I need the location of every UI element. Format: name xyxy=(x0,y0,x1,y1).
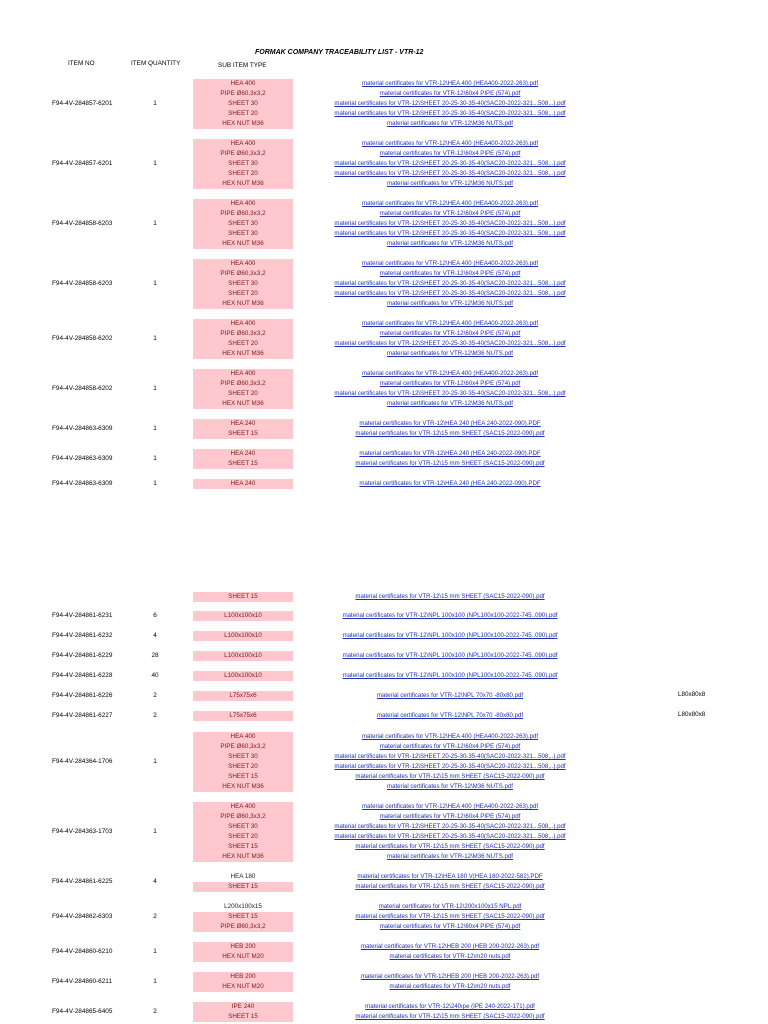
sub-item-type: HEA 400 xyxy=(193,259,293,269)
certificate-link[interactable]: material certificates for VTR-12\SHEET 20-25-30-35-40(SAC20-2022-321...508,..).pdf xyxy=(334,110,566,117)
sub-item-type: HEX NUT M20 xyxy=(193,952,293,962)
certificate-link[interactable]: material certificates for VTR-12\SHEET 20-25-30-35-40(SAC20-2022-321...508,..).pdf xyxy=(334,100,566,107)
item-quantity: 4 xyxy=(153,878,157,885)
certificate-link[interactable]: material certificates for VTR-12\NPL 70x70 -80x80.pdf xyxy=(376,692,524,699)
certificate-link[interactable]: material certificates for VTR-12\15 mm SHEET (SAC15-2022-090).pdf xyxy=(355,1013,545,1020)
sub-item-type: HEA 400 xyxy=(193,319,293,329)
item-quantity: 1 xyxy=(153,220,157,227)
certificate-link[interactable]: material certificates for VTR-12\NPL 100x100 (NPL100x100-2022-745..090).pdf xyxy=(342,652,558,659)
certificate-link[interactable]: material certificates for VTR-12\60x4 PIPE (574).pdf xyxy=(379,90,521,97)
sub-item-type: HEX NUT M36 xyxy=(193,349,293,359)
item-quantity: 1 xyxy=(153,280,157,287)
item-number: F94-4V-284861-6229 xyxy=(52,652,113,659)
certificate-link[interactable]: material certificates for VTR-12\SHEET 20-25-30-35-40(SAC20-2022-321...508,..).pdf xyxy=(334,390,566,397)
item-number: F94-4V-284861-6227 xyxy=(52,712,113,719)
sub-item-type: SHEET 20 xyxy=(193,169,293,179)
sub-item-type: SHEET 15 xyxy=(193,882,293,892)
certificate-link[interactable]: material certificates for VTR-12\15 mm SHEET (SAC15-2022-090).pdf xyxy=(355,593,545,600)
sub-item-type: SHEET 30 xyxy=(193,99,293,109)
certificate-link[interactable]: material certificates for VTR-12\60x4 PIPE (574).pdf xyxy=(379,813,521,820)
sub-item-type: HEX NUT M36 xyxy=(193,179,293,189)
certificate-link[interactable]: material certificates for VTR-12\15 mm SHEET (SAC15-2022-090).pdf xyxy=(355,883,545,890)
sub-item-type: SHEET 15 xyxy=(193,772,293,782)
sub-item-type: SHEET 15 xyxy=(193,1012,293,1022)
certificate-link[interactable]: material certificates for VTR-12\15 mm SHEET (SAC15-2022-090).pdf xyxy=(355,913,545,920)
item-number: F94-4V-284858-6202 xyxy=(52,335,113,342)
item-number: F94-4V-284861-6228 xyxy=(52,672,113,679)
sub-item-type: HEX NUT M36 xyxy=(193,239,293,249)
item-number: F94-4V-284861-6232 xyxy=(52,632,113,639)
item-quantity: 1 xyxy=(153,425,157,432)
certificate-link[interactable]: material certificates for VTR-12\HEA 400 (HEA400-2022-263).pdf xyxy=(361,140,539,147)
item-number: F94-4V-284863-6309 xyxy=(52,455,113,462)
sub-item-type: SHEET 30 xyxy=(193,752,293,762)
item-number: F94-4V-284863-6309 xyxy=(52,480,113,487)
certificate-link[interactable]: material certificates for VTR-12\HEA 400 (HEA400-2022-263).pdf xyxy=(361,200,539,207)
certificate-link[interactable]: material certificates for VTR-12\SHEET 20-25-30-35-40(SAC20-2022-321...508,..).pdf xyxy=(334,753,566,760)
certificate-link[interactable]: material certificates for VTR-12\SHEET 20-25-30-35-40(SAC20-2022-321...508,..).pdf xyxy=(334,290,566,297)
certificate-link[interactable]: material certificates for VTR-12\HEA 180 V(HEA 180-2022-582).PDF xyxy=(357,873,543,880)
item-number: F94-4V-284861-6225 xyxy=(52,878,113,885)
sub-item-type: L75x75x6 xyxy=(193,691,293,701)
sub-item-type: HEA 400 xyxy=(193,802,293,812)
item-quantity: 1 xyxy=(153,100,157,107)
sub-item-type: L100x100x10 xyxy=(193,611,293,621)
sub-item-type: HEA 400 xyxy=(193,199,293,209)
item-quantity: 2 xyxy=(153,712,157,719)
sub-item-type: HEB 200 xyxy=(193,972,293,982)
certificate-link[interactable]: material certificates for VTR-12\M36 NUTS.pdf xyxy=(387,240,513,247)
item-quantity: 4 xyxy=(153,632,157,639)
sub-item-type: HEA 180 xyxy=(230,873,256,880)
sub-item-type: HEX NUT M36 xyxy=(193,399,293,409)
certificate-link[interactable]: material certificates for VTR-12\SHEET 20-25-30-35-40(SAC20-2022-321...508,..).pdf xyxy=(334,340,566,347)
certificate-link[interactable]: material certificates for VTR-12\HEA 240 (HEA 240-2022-090).PDF xyxy=(359,420,541,427)
sub-item-type: L75x75x6 xyxy=(193,711,293,721)
sub-item-type: SHEET 30 xyxy=(193,219,293,229)
sub-item-type: L100x100x10 xyxy=(193,631,293,641)
sub-item-type: HEX NUT M36 xyxy=(193,119,293,129)
certificate-link[interactable]: material certificates for VTR-12\60x4 PIPE (574).pdf xyxy=(379,210,521,217)
sub-item-type: SHEET 30 xyxy=(193,822,293,832)
item-quantity: 1 xyxy=(153,758,157,765)
certificate-link[interactable]: material certificates for VTR-12\60x4 PIPE (574).pdf xyxy=(379,150,521,157)
sub-item-type: L100x100x10 xyxy=(193,671,293,681)
item-number: F94-4V-284858-6203 xyxy=(52,280,113,287)
item-number: F94-4V-284860-6211 xyxy=(52,978,112,985)
sub-item-type: SHEET 30 xyxy=(193,279,293,289)
item-quantity: 1 xyxy=(153,455,157,462)
certificate-link[interactable]: material certificates for VTR-12\HEA 400 (HEA400-2022-263).pdf xyxy=(361,733,539,740)
sub-item-type: PIPE Ø60,3x3,2 xyxy=(193,379,293,389)
sub-item-type: HEA 400 xyxy=(193,79,293,89)
sub-item-type: HEA 240 xyxy=(193,419,293,429)
sub-item-type: SHEET 20 xyxy=(193,289,293,299)
certificate-link[interactable]: material certificates for VTR-12\SHEET 20-25-30-35-40(SAC20-2022-321...508,..).pdf xyxy=(334,170,566,177)
certificate-link[interactable]: material certificates for VTR-12\SHEET 20-25-30-35-40(SAC20-2022-321...508,..).pdf xyxy=(334,823,566,830)
sub-item-type: HEA 240 xyxy=(193,449,293,459)
item-quantity: 1 xyxy=(153,828,157,835)
item-quantity: 1 xyxy=(153,335,157,342)
certificate-link[interactable]: material certificates for VTR-12\HEA 400 (HEA400-2022-263).pdf xyxy=(361,320,539,327)
certificate-link[interactable]: material certificates for VTR-12\m20 nuts.pdf xyxy=(389,983,511,990)
item-number: F94-4V-284858-6202 xyxy=(52,385,113,392)
sub-item-type: HEB 200 xyxy=(193,942,293,952)
certificate-link[interactable]: material certificates for VTR-12\SHEET 20-25-30-35-40(SAC20-2022-321...508,..).pdf xyxy=(334,230,566,237)
certificate-link[interactable]: material certificates for VTR-12\NPL 100x100 (NPL100x100-2022-745..090).pdf xyxy=(342,612,558,619)
certificate-link[interactable]: material certificates for VTR-12\HEB 200 (HEB 200-2022-263).pdf xyxy=(360,973,540,980)
item-number: F94-4V-284861-6226 xyxy=(52,692,113,699)
certificate-link[interactable]: material certificates for VTR-12\60x4 PIPE (574).pdf xyxy=(379,380,521,387)
certificate-link[interactable]: material certificates for VTR-12\SHEET 20-25-30-35-40(SAC20-2022-321...508,..).pdf xyxy=(334,763,566,770)
certificate-link[interactable]: material certificates for VTR-12\SHEET 20-25-30-35-40(SAC20-2022-321...508,..).pdf xyxy=(334,160,566,167)
sub-item-type: SHEET 30 xyxy=(193,229,293,239)
note-text: L80x80x8 xyxy=(678,691,706,698)
item-quantity: 40 xyxy=(151,672,159,679)
sub-item-type: HEX NUT M20 xyxy=(193,982,293,992)
certificate-link[interactable]: material certificates for VTR-12\M36 NUTS.pdf xyxy=(387,180,513,187)
sub-item-type: HEX NUT M36 xyxy=(193,852,293,862)
certificate-link[interactable]: material certificates for VTR-12\60x4 PIPE (574).pdf xyxy=(379,923,521,930)
certificate-link[interactable]: material certificates for VTR-12\M36 NUTS.pdf xyxy=(387,400,513,407)
certificate-link[interactable]: material certificates for VTR-12\240ıpe (IPE 240-2022-171).pdf xyxy=(365,1003,535,1010)
certificate-link[interactable]: material certificates for VTR-12\M36 NUTS.pdf xyxy=(387,350,513,357)
certificate-link[interactable]: material certificates for VTR-12\60x4 PIPE (574).pdf xyxy=(379,270,521,277)
item-quantity: 2 xyxy=(153,913,157,920)
sub-item-type: SHEET 30 xyxy=(193,159,293,169)
certificate-link[interactable]: material certificates for VTR-12\SHEET 20-25-30-35-40(SAC20-2022-321...508,..).pdf xyxy=(334,220,566,227)
certificate-link[interactable]: material certificates for VTR-12\15 mm SHEET (SAC15-2022-090).pdf xyxy=(355,843,545,850)
certificate-link[interactable]: material certificates for VTR-12\SHEET 20-25-30-35-40(SAC20-2022-321...508,..).pdf xyxy=(334,833,566,840)
sub-item-type: SHEET 15 xyxy=(193,429,293,439)
certificate-link[interactable]: material certificates for VTR-12\HEA 240 (HEA 240-2022-090).PDF xyxy=(359,480,541,487)
item-number: F94-4V-284860-6210 xyxy=(52,948,113,955)
certificate-link[interactable]: material certificates for VTR-12\NPL 100x100 (NPL100x100-2022-745..090).pdf xyxy=(342,632,558,639)
sub-item-type: L100x100x10 xyxy=(193,651,293,661)
item-quantity: 1 xyxy=(153,385,157,392)
sub-item-type: HEX NUT M36 xyxy=(193,299,293,309)
certificate-link[interactable]: material certificates for VTR-12\HEA 400 (HEA400-2022-263).pdf xyxy=(361,80,539,87)
header-sub-item-type: SUB ITEM TYPE xyxy=(218,62,267,69)
item-number: F94-4V-284862-6303 xyxy=(52,913,113,920)
certificate-link[interactable]: material certificates for VTR-12\M36 NUTS.pdf xyxy=(387,853,513,860)
certificate-link[interactable]: material certificates for VTR-12\M36 NUTS.pdf xyxy=(387,300,513,307)
sub-item-type: HEA 400 xyxy=(193,369,293,379)
sub-item-type: SHEET 20 xyxy=(193,832,293,842)
item-number: F94-4V-284363-1703 xyxy=(52,828,113,835)
certificate-link[interactable]: material certificates for VTR-12\M36 NUTS.pdf xyxy=(387,120,513,127)
sub-item-type: HEA 400 xyxy=(193,139,293,149)
certificate-link[interactable]: material certificates for VTR-12\60x4 PIPE (574).pdf xyxy=(379,330,521,337)
certificate-link[interactable]: material certificates for VTR-12\NPL 70x70 -80x80.pdf xyxy=(376,712,524,719)
sub-item-type: PIPE Ø60,3x3,2 xyxy=(193,922,293,932)
sub-item-type: PIPE Ø60,3x3,2 xyxy=(193,742,293,752)
sub-item-type: IPE 240 xyxy=(193,1002,293,1012)
certificate-link[interactable]: material certificates for VTR-12\HEA 240 (HEA 240-2022-090).PDF xyxy=(359,450,541,457)
certificate-link[interactable]: material certificates for VTR-12\60x4 PIPE (574).pdf xyxy=(379,743,521,750)
header-item-quantity: ITEM QUANTITY xyxy=(131,60,181,67)
sub-item-type: SHEET 15 xyxy=(193,842,293,852)
certificate-link[interactable]: material certificates for VTR-12\HEA 400 (HEA400-2022-263).pdf xyxy=(361,803,539,810)
sub-item-type: PIPE Ø60,3x3,2 xyxy=(193,812,293,822)
certificate-link[interactable]: material certificates for VTR-12\HEB 200 (HEB 200-2022-263).pdf xyxy=(360,943,540,950)
item-quantity: 6 xyxy=(153,612,157,619)
sub-item-type: SHEET 15 xyxy=(193,459,293,469)
item-number: F94-4V-284364-1706 xyxy=(52,758,113,765)
certificate-link[interactable]: material certificates for VTR-12\NPL 100x100 (NPL100x100-2022-745..090).pdf xyxy=(342,672,558,679)
certificate-link[interactable]: material certificates for VTR-12\15 mm SHEET (SAC15-2022-090).pdf xyxy=(355,773,545,780)
sub-item-type: PIPE Ø60,3x3,2 xyxy=(193,89,293,99)
certificate-link[interactable]: material certificates for VTR-12\HEA 400 (HEA400-2022-263).pdf xyxy=(361,260,539,267)
certificate-link[interactable]: material certificates for VTR-12\15 mm SHEET (SAC15-2022-090).pdf xyxy=(355,430,545,437)
item-quantity: 1 xyxy=(153,160,157,167)
certificate-link[interactable]: material certificates for VTR-12\SHEET 20-25-30-35-40(SAC20-2022-321...508,..).pdf xyxy=(334,280,566,287)
sub-item-type: PIPE Ø60,3x3,2 xyxy=(193,149,293,159)
sub-item-type: SHEET 20 xyxy=(193,339,293,349)
item-number: F94-4V-284858-6203 xyxy=(52,220,113,227)
note-text: L80x80x8 xyxy=(678,711,706,718)
sub-item-type: PIPE Ø60,3x3,2 xyxy=(193,269,293,279)
item-number: F94-4V-284857-6201 xyxy=(52,100,113,107)
item-quantity: 1 xyxy=(153,978,157,985)
item-quantity: 2 xyxy=(153,692,157,699)
sub-item-type: SHEET 15 xyxy=(193,912,293,922)
item-quantity: 2 xyxy=(153,1008,157,1015)
sub-item-type: L200x100x15 xyxy=(224,903,262,910)
header-item-no: ITEM NO xyxy=(68,60,95,67)
sub-item-type: PIPE Ø60,3x3,2 xyxy=(193,329,293,339)
item-number: F94-4V-284863-6309 xyxy=(52,425,113,432)
certificate-link[interactable]: material certificates for VTR-12\HEA 400 (HEA400-2022-263).pdf xyxy=(361,370,539,377)
sub-item-type: SHEET 15 xyxy=(193,592,293,602)
sub-item-type: HEX NUT M36 xyxy=(193,782,293,792)
sub-item-type: SHEET 20 xyxy=(193,762,293,772)
item-quantity: 1 xyxy=(153,948,157,955)
item-number: F94-4V-284861-6231 xyxy=(52,612,113,619)
sub-item-type: HEA 240 xyxy=(193,479,293,489)
sub-item-type: HEA 400 xyxy=(193,732,293,742)
sub-item-type: SHEET 20 xyxy=(193,109,293,119)
document-title: FORMAK COMPANY TRACEABILITY LIST - VTR-12 xyxy=(255,49,424,56)
item-quantity: 1 xyxy=(153,480,157,487)
certificate-link[interactable]: material certificates for VTR-12\15 mm SHEET (SAC15-2022-090).pdf xyxy=(355,460,545,467)
certificate-link[interactable]: material certificates for VTR-12\m20 nuts.pdf xyxy=(389,953,511,960)
sub-item-type: PIPE Ø60,3x3,2 xyxy=(193,209,293,219)
certificate-link[interactable]: material certificates for VTR-12\M36 NUTS.pdf xyxy=(387,783,513,790)
item-number: F94-4V-284857-6201 xyxy=(52,160,113,167)
sub-item-type: SHEET 20 xyxy=(193,389,293,399)
item-number: F94-4V-284865-6405 xyxy=(52,1008,113,1015)
certificate-link[interactable]: material certificates for VTR-12\200x100x15 NPL.pdf xyxy=(378,903,522,910)
item-quantity: 28 xyxy=(151,652,159,659)
